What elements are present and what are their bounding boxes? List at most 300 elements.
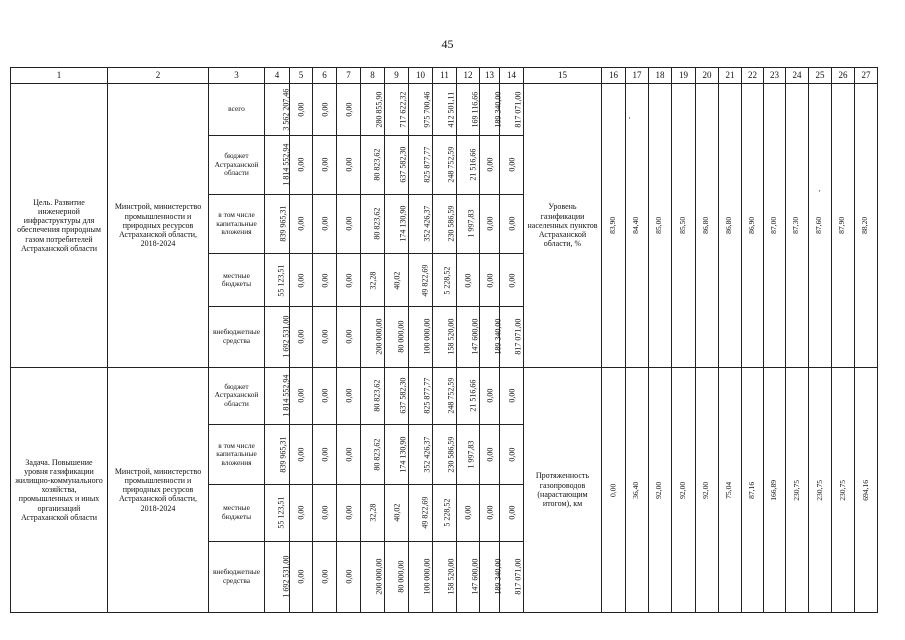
value-cell [433, 84, 457, 136]
value-cell [265, 307, 290, 367]
value-cell [500, 194, 524, 253]
amount-value: 158 520,00 [446, 558, 456, 595]
value-cell [480, 485, 500, 541]
amount-value: 230 586,59 [446, 436, 456, 473]
amount-value: 80 823,62 [372, 207, 382, 240]
amount-value: 817 071,00 [513, 318, 523, 355]
column-header: 12 [457, 68, 480, 84]
value-cell [290, 541, 313, 612]
funding-source: бюджет Астраханской области [214, 381, 259, 408]
column-header: 25 [809, 68, 832, 84]
column-header: 3 [209, 68, 265, 84]
value-cell [385, 367, 409, 424]
amount-value: 21 516,66 [468, 149, 478, 182]
indicator-value: 87,16 [747, 481, 757, 499]
value-cell [313, 136, 337, 194]
value-cell [265, 194, 290, 253]
amount-value: 0,00 [296, 216, 306, 231]
amount-value: 248 752,59 [446, 147, 456, 184]
value-cell [313, 84, 337, 136]
amount-value: 825 877,77 [422, 377, 432, 414]
amount-value: 147 600,00 [470, 318, 480, 355]
source-cell [209, 541, 265, 612]
amount-value: 189 340,00 [493, 318, 503, 355]
column-header: 18 [649, 68, 672, 84]
indicator-value: 83,90 [608, 217, 618, 235]
amount-value: 1 997,83 [466, 440, 476, 469]
amount-value: 0,00 [463, 273, 473, 288]
value-cell [409, 541, 433, 612]
value-cell [500, 541, 524, 612]
value-cell [409, 424, 433, 484]
value-cell [265, 136, 290, 194]
amount-value: 0,00 [343, 569, 353, 584]
amount-value: 5 228,52 [442, 266, 452, 295]
value-cell [290, 253, 313, 306]
indicator-value: 75,04 [724, 481, 734, 499]
amount-value: 189 340,00 [493, 91, 503, 128]
indicator-value-cell [649, 84, 672, 368]
amount-value: 248 752,59 [446, 377, 456, 414]
amount-value: 169 116,66 [470, 91, 480, 128]
goal-text: Задача. Повышение уровня газификации жилищно-коммунального хозяйства, промышленных и иных организаций Астраханской области [15, 457, 103, 522]
amount-value: 0,00 [319, 102, 329, 117]
funding-source: местные бюджеты [221, 503, 252, 521]
program-table [10, 67, 878, 613]
indicator-value: 84,40 [631, 217, 641, 235]
column-header: 23 [764, 68, 786, 84]
indicator-value: 86,90 [747, 217, 757, 235]
executor-text: Минстрой, министерство промышленности и природных ресурсов Астраханской области, 2018-2024 [114, 466, 202, 513]
value-cell [337, 367, 361, 424]
amount-value: 49 822,69 [420, 264, 430, 297]
indicator-value-cell [764, 367, 786, 612]
indicator-value-cell [786, 84, 809, 368]
column-header: 2 [108, 68, 209, 84]
amount-value: 0,00 [319, 447, 329, 462]
amount-value: 32,28 [367, 271, 377, 290]
value-cell [457, 367, 480, 424]
amount-value: 80 823,62 [372, 438, 382, 471]
value-cell [290, 424, 313, 484]
amount-value: 174 130,90 [398, 205, 408, 242]
indicator-value: 87,30 [791, 217, 801, 235]
amount-value: 32,28 [367, 503, 377, 522]
value-cell [290, 84, 313, 136]
stray-mark: · [628, 113, 631, 123]
amount-value: 817 071,00 [513, 558, 523, 595]
value-cell [433, 194, 457, 253]
value-cell [361, 194, 385, 253]
value-cell [361, 485, 385, 541]
value-cell [337, 253, 361, 306]
amount-value: 0,00 [296, 505, 306, 520]
amount-value: 158 520,00 [446, 318, 456, 355]
goal-text: Цель. Развитие инженерной инфраструктуры для обеспечения природным газом потребителей Астраханской области [17, 197, 101, 253]
amount-value: 0,00 [296, 329, 306, 344]
value-cell [409, 84, 433, 136]
indicator-value-cell [855, 84, 878, 368]
amount-value: 0,00 [484, 273, 494, 288]
amount-value: 0,00 [296, 102, 306, 117]
amount-value: 21 516,66 [468, 379, 478, 412]
indicator-value-cell [602, 367, 626, 612]
amount-value: 1 692 531,00 [281, 315, 291, 358]
indicator-value: 166,89 [769, 479, 779, 501]
value-cell [500, 253, 524, 306]
value-cell [313, 253, 337, 306]
value-cell [290, 194, 313, 253]
indicator-value-cell [602, 84, 626, 368]
value-cell [457, 541, 480, 612]
value-cell [457, 84, 480, 136]
amount-value: 0,00 [343, 388, 353, 403]
value-cell [480, 541, 503, 612]
value-cell [290, 307, 313, 367]
column-header: 4 [265, 68, 290, 84]
indicator-value-cell [626, 84, 649, 368]
value-cell [457, 194, 480, 253]
amount-value: 637 582,30 [398, 147, 408, 184]
value-cell [480, 194, 500, 253]
column-header: 13 [480, 68, 500, 84]
indicator-value-cell [626, 367, 649, 612]
source-cell [209, 136, 265, 194]
amount-value: 817 071,00 [513, 91, 523, 128]
value-cell [409, 367, 433, 424]
indicator-value: 694,16 [860, 479, 870, 501]
value-cell [385, 84, 409, 136]
column-header: 15 [524, 68, 602, 84]
source-cell [209, 424, 265, 484]
amount-value: 230 586,59 [446, 205, 456, 242]
indicator-value: 92,00 [701, 481, 711, 499]
amount-value: 280 855,90 [374, 91, 384, 128]
value-cell [457, 136, 480, 194]
amount-value: 3 562 207,46 [281, 88, 291, 131]
value-cell [337, 84, 361, 136]
value-cell [500, 84, 524, 136]
column-header: 5 [290, 68, 313, 84]
column-header: 11 [433, 68, 457, 84]
indicator-value: 92,00 [654, 481, 664, 499]
source-cell [209, 307, 265, 367]
amount-value: 0,00 [319, 569, 329, 584]
indicator-value: 87,90 [837, 217, 847, 235]
column-header: 19 [672, 68, 696, 84]
amount-value: 0,00 [343, 447, 353, 462]
indicator-value-cell [672, 84, 696, 368]
indicator-value: 87,00 [769, 217, 779, 235]
value-cell [361, 541, 385, 612]
amount-value: 1 997,83 [466, 209, 476, 238]
amount-value: 0,00 [319, 273, 329, 288]
column-header: 26 [832, 68, 855, 84]
amount-value: 0,00 [343, 216, 353, 231]
amount-value: 0,00 [506, 216, 516, 231]
value-cell [409, 307, 433, 367]
source-cell [209, 194, 265, 253]
value-cell [433, 485, 457, 541]
amount-value: 0,00 [296, 569, 306, 584]
value-cell [265, 84, 290, 136]
value-cell [313, 307, 337, 367]
indicator-value: 87,60 [814, 217, 824, 235]
indicator-value-cell [696, 84, 719, 368]
amount-value: 0,00 [319, 158, 329, 173]
value-cell [313, 424, 337, 484]
amount-value: 0,00 [319, 505, 329, 520]
amount-value: 0,00 [296, 273, 306, 288]
amount-value: 55 123,51 [276, 264, 286, 297]
value-cell [361, 367, 385, 424]
value-cell [500, 485, 524, 541]
value-cell [337, 307, 361, 367]
column-header: 10 [409, 68, 433, 84]
amount-value: 717 622,32 [398, 91, 408, 128]
indicator-value: 85,50 [678, 217, 688, 235]
amount-value: 1 814 552,94 [281, 144, 291, 187]
source-cell [209, 253, 265, 306]
indicator-value: 88,20 [860, 217, 870, 235]
executor-cell [108, 367, 209, 612]
value-cell [500, 424, 524, 484]
value-cell [385, 541, 409, 612]
value-cell [433, 136, 457, 194]
indicator-value: 86,80 [724, 217, 734, 235]
amount-value: 0,00 [319, 388, 329, 403]
column-header: 21 [719, 68, 742, 84]
goal-cell [11, 367, 108, 612]
indicator-value-cell [832, 84, 855, 368]
indicator-value-cell [786, 367, 809, 612]
indicator-value-cell [809, 84, 832, 368]
amount-value: 80 000,00 [396, 560, 406, 593]
indicator-value: 230,75 [791, 479, 801, 501]
amount-value: 0,00 [343, 505, 353, 520]
value-cell [290, 367, 313, 424]
amount-value: 975 700,46 [422, 91, 432, 128]
amount-value: 0,00 [506, 447, 516, 462]
column-header: 16 [602, 68, 626, 84]
value-cell [385, 307, 409, 367]
value-cell [433, 253, 457, 306]
amount-value: 80 823,62 [372, 149, 382, 182]
amount-value: 0,00 [484, 505, 494, 520]
amount-value: 839 965,31 [278, 205, 288, 242]
amount-value: 0,00 [343, 102, 353, 117]
amount-value: 0,00 [319, 329, 329, 344]
amount-value: 0,00 [463, 505, 473, 520]
amount-value: 100 000,00 [422, 558, 432, 595]
amount-value: 352 426,37 [422, 436, 432, 473]
column-header: 1 [11, 68, 108, 84]
indicator-value: 230,75 [837, 479, 847, 501]
value-cell [457, 424, 480, 484]
value-cell [433, 424, 457, 484]
indicator-value: 86,80 [701, 217, 711, 235]
column-header: 17 [626, 68, 649, 84]
funding-source: внебюджетные средства [212, 327, 261, 345]
value-cell [265, 367, 290, 424]
value-cell [361, 307, 385, 367]
value-cell [337, 136, 361, 194]
value-cell [433, 367, 457, 424]
source-cell [209, 367, 265, 424]
value-cell [337, 194, 361, 253]
amount-value: 100 000,00 [422, 318, 432, 355]
amount-value: 0,00 [506, 388, 516, 403]
indicator-value-cell [742, 367, 764, 612]
amount-value: 0,00 [343, 273, 353, 288]
value-cell [265, 541, 290, 612]
amount-value: 0,00 [343, 158, 353, 173]
value-cell [265, 253, 290, 306]
table-row [11, 367, 878, 424]
amount-value: 55 123,51 [276, 496, 286, 529]
amount-value: 0,00 [484, 388, 494, 403]
amount-value: 80 823,62 [372, 379, 382, 412]
amount-value: 0,00 [296, 158, 306, 173]
executor-text: Минстрой, министерство промышленности и природных ресурсов Астраханской области, 2018-2024 [114, 202, 202, 249]
value-cell [361, 424, 385, 484]
value-cell [457, 485, 480, 541]
value-cell [385, 194, 409, 253]
funding-source: в том числе капитальные вложения [216, 440, 257, 467]
value-cell [265, 485, 290, 541]
value-cell [313, 485, 337, 541]
indicator-cell [524, 367, 602, 612]
goal-cell [11, 84, 108, 368]
indicator-value: 230,75 [814, 479, 824, 501]
value-cell [337, 424, 361, 484]
amount-value: 80 000,00 [396, 320, 406, 353]
indicator-value: 92,00 [678, 481, 688, 499]
value-cell [337, 485, 361, 541]
indicator-value-cell [809, 367, 832, 612]
amount-value: 49 822,69 [420, 496, 430, 529]
column-header: 22 [742, 68, 764, 84]
amount-value: 637 582,30 [398, 377, 408, 414]
amount-value: 352 426,37 [422, 205, 432, 242]
value-cell [433, 307, 457, 367]
value-cell [480, 367, 500, 424]
amount-value: 0,00 [319, 216, 329, 231]
value-cell [480, 136, 500, 194]
amount-value: 0,00 [484, 158, 494, 173]
indicator-value-cell [719, 84, 742, 368]
page-number: 45 [441, 37, 454, 51]
header-row [11, 68, 878, 84]
value-cell [500, 136, 524, 194]
value-cell [385, 136, 409, 194]
source-cell [209, 84, 265, 136]
value-cell [457, 307, 480, 367]
value-cell [409, 136, 433, 194]
indicator-value-cell [832, 367, 855, 612]
amount-value: 174 130,90 [398, 436, 408, 473]
funding-source: бюджет Астраханской области [214, 151, 259, 178]
amount-value: 412 501,11 [446, 91, 456, 128]
amount-value: 1 814 552,94 [281, 374, 291, 417]
amount-value: 147 600,00 [470, 558, 480, 595]
indicator-value: 0,00 [608, 483, 618, 497]
indicator-value-cell [764, 84, 786, 368]
indicator-value-cell [696, 367, 719, 612]
amount-value: 1 692 531,00 [281, 555, 291, 598]
value-cell [500, 307, 524, 367]
amount-value: 0,00 [506, 505, 516, 520]
value-cell [385, 424, 409, 484]
value-cell [313, 367, 337, 424]
value-cell [409, 485, 433, 541]
column-header: 6 [313, 68, 337, 84]
value-cell [313, 194, 337, 253]
value-cell [290, 485, 313, 541]
column-header: 24 [786, 68, 809, 84]
indicator-cell [524, 84, 602, 368]
amount-value: 5 228,52 [442, 498, 452, 527]
value-cell [409, 194, 433, 253]
amount-value: 839 965,31 [278, 436, 288, 473]
amount-value: 0,00 [484, 216, 494, 231]
value-cell [500, 367, 524, 424]
value-cell [361, 253, 385, 306]
amount-value: 200 000,00 [374, 318, 384, 355]
amount-value: 189 340,00 [493, 558, 503, 595]
indicator-name: Протяженность газопроводов (нарастающим итогом), км [535, 471, 590, 508]
source-cell [209, 485, 265, 541]
indicator-value: 36,40 [631, 481, 641, 499]
value-cell [361, 84, 385, 136]
value-cell [385, 485, 409, 541]
indicator-value-cell [649, 367, 672, 612]
funding-source: в том числе капитальные вложения [216, 210, 257, 237]
executor-cell [108, 84, 209, 368]
table-row [11, 84, 878, 136]
value-cell [337, 541, 361, 612]
amount-value: 40,02 [391, 271, 401, 290]
amount-value: 0,00 [296, 447, 306, 462]
indicator-value-cell [742, 84, 764, 368]
value-cell [313, 541, 337, 612]
column-header: 8 [361, 68, 385, 84]
value-cell [409, 253, 433, 306]
amount-value: 0,00 [506, 158, 516, 173]
value-cell [433, 541, 457, 612]
indicator-name: Уровень газификации населенных пунктов Астраханской области, % [527, 202, 598, 249]
indicator-value-cell [672, 367, 696, 612]
column-header: 14 [500, 68, 524, 84]
column-header: 27 [855, 68, 878, 84]
indicator-value-cell [719, 367, 742, 612]
indicator-value: 85,00 [654, 217, 664, 235]
amount-value: 40,02 [391, 503, 401, 522]
value-cell [480, 424, 500, 484]
funding-source: внебюджетные средства [212, 567, 261, 585]
funding-source: местные бюджеты [221, 270, 252, 289]
value-cell [480, 307, 503, 367]
column-header: 20 [696, 68, 719, 84]
column-header: 7 [337, 68, 361, 84]
value-cell [480, 253, 500, 306]
value-cell [480, 84, 503, 136]
amount-value: 0,00 [484, 447, 494, 462]
indicator-value-cell [855, 367, 878, 612]
value-cell [385, 253, 409, 306]
amount-value: 0,00 [343, 329, 353, 344]
amount-value: 0,00 [296, 388, 306, 403]
